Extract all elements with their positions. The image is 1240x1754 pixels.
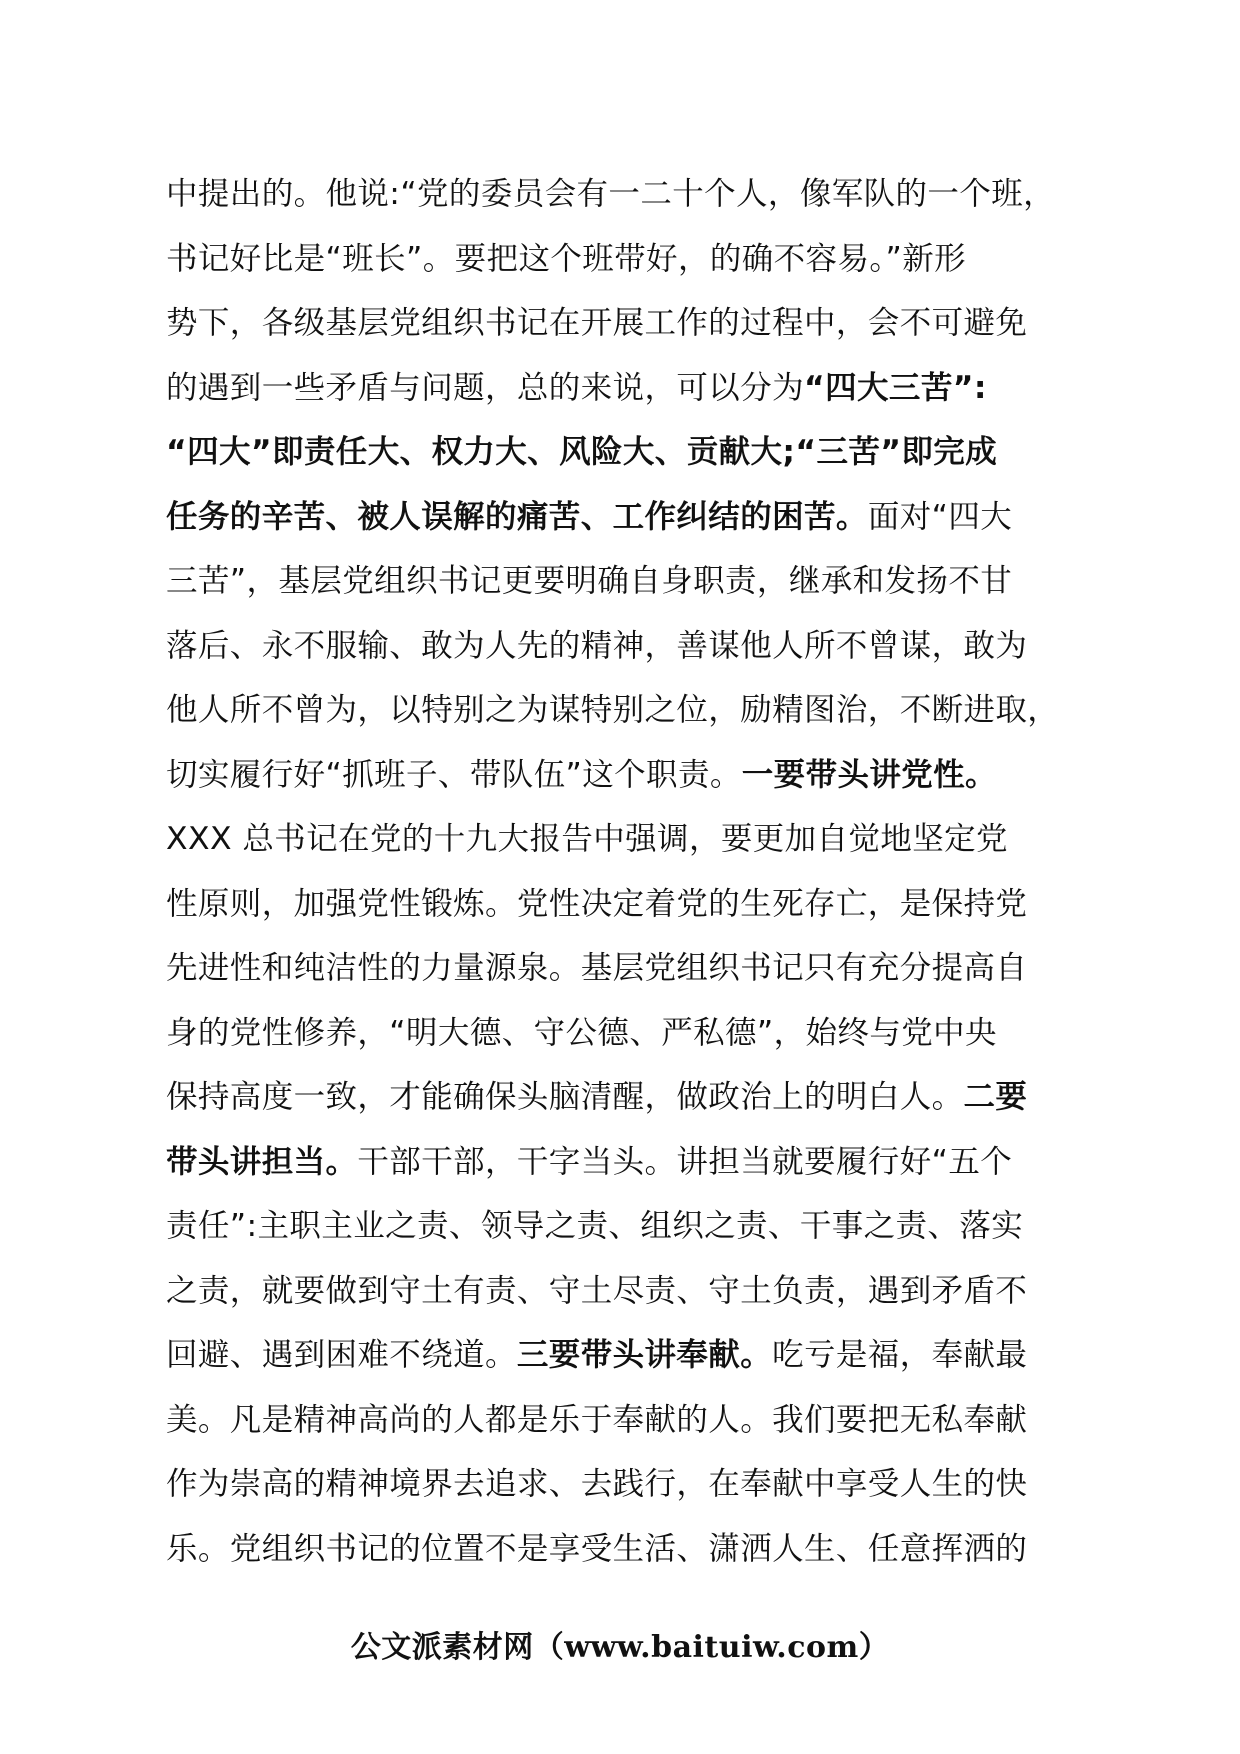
text-segment: 势下，各级基层党组织书记在开展工作的过程中，会不可避免 bbox=[166, 305, 1028, 341]
text-segment: 面对“四大 bbox=[867, 498, 1013, 535]
text-line bbox=[166, 1065, 1086, 1130]
text-segment: 身的党性修养，“明大德、守公德、严私德”，始终与党中央 bbox=[166, 1014, 997, 1051]
text-segment: 落后、永不服输、敢为人先的精神，善谋他人所不曾谋，敢为 bbox=[166, 627, 1028, 664]
text-segment: 书记好比是“班长”。要把这个班带好，的确不容易。”新形 bbox=[166, 240, 967, 277]
footer-watermark: 公文派素材网（www.baituiw.com） bbox=[350, 1630, 890, 1665]
bold-text-segment: “四大”即责任大、权力大、风险大、贡献大;“三苦”即完成 bbox=[166, 434, 998, 470]
text-line bbox=[166, 1452, 1086, 1517]
text-line bbox=[166, 1194, 1086, 1259]
text-line bbox=[166, 872, 1086, 937]
text-line bbox=[166, 614, 1086, 679]
text-segment: 之责，就要做到守土有责、守土尽责、守土负责，遇到矛盾不 bbox=[166, 1272, 1028, 1309]
text-segment: 回避、遇到困难不绕道。 bbox=[166, 1337, 517, 1373]
text-line bbox=[166, 1130, 1086, 1195]
text-line bbox=[166, 1323, 1086, 1388]
text-segment: 作为崇高的精神境界去追求、去践行，在奉献中享受人生的快 bbox=[166, 1466, 1028, 1502]
body-text bbox=[166, 162, 1086, 1581]
bold-text-segment: 任务的辛苦、被人误解的痛苦、工作纠结的困苦。 bbox=[166, 498, 868, 535]
text-line bbox=[166, 162, 1086, 227]
text-line bbox=[166, 936, 1086, 1001]
text-segment: 中提出的。他说:“党的委员会有一二十个人，像军队的一个班， bbox=[166, 176, 1056, 212]
text-segment: 责任”:主职主业之责、领导之责、组织之责、干事之责、落实 bbox=[166, 1208, 1024, 1244]
text-segment: 切实履行好“抓班子、带队伍”这个职责。 bbox=[166, 756, 742, 793]
bold-text-segment: “四大三苦”: bbox=[804, 369, 987, 406]
text-line bbox=[166, 1388, 1086, 1453]
text-line bbox=[166, 1517, 1086, 1582]
text-segment: 吃亏是福，奉献最 bbox=[772, 1337, 1028, 1373]
text-segment: 的遇到一些矛盾与问题，总的来说，可以分为 bbox=[166, 369, 805, 406]
text-line bbox=[166, 420, 1086, 485]
text-line bbox=[166, 291, 1086, 356]
text-segment: 先进性和纯洁性的力量源泉。基层党组织书记只有充分提高自 bbox=[166, 950, 1028, 986]
text-segment: 乐。党组织书记的位置不是享受生活、潇洒人生、任意挥洒的 bbox=[166, 1530, 1028, 1567]
text-line bbox=[166, 356, 1086, 421]
text-line bbox=[166, 549, 1086, 614]
text-segment: XXX 总书记在党的十九大报告中强调，要更加自觉地坚定党 bbox=[166, 821, 1008, 857]
text-segment: 美。凡是精神高尚的人都是乐于奉献的人。我们要把无私奉献 bbox=[166, 1401, 1028, 1438]
text-segment: 性原则，加强党性锻炼。党性决定着党的生死存亡，是保持党 bbox=[166, 885, 1028, 922]
text-line bbox=[166, 1001, 1086, 1066]
bold-text-segment: 二要 bbox=[963, 1079, 1028, 1115]
bold-text-segment: 三要带头讲奉献。 bbox=[516, 1337, 773, 1373]
text-segment: 保持高度一致，才能确保头脑清醒，做政治上的明白人。 bbox=[166, 1079, 964, 1115]
text-line bbox=[166, 807, 1086, 872]
text-line bbox=[166, 678, 1086, 743]
text-line bbox=[166, 485, 1086, 550]
text-segment: 干部干部，干字当头。讲担当就要履行好“五个 bbox=[357, 1143, 1013, 1180]
text-line bbox=[166, 227, 1086, 292]
text-line bbox=[166, 1259, 1086, 1324]
text-segment: 三苦”，基层党组织书记更要明确自身职责，继承和发扬不甘 bbox=[166, 563, 1013, 599]
text-line bbox=[166, 743, 1086, 808]
bold-text-segment: 带头讲担当。 bbox=[166, 1143, 358, 1180]
bold-text-segment: 一要带头讲党性。 bbox=[741, 756, 997, 793]
text-segment: 他人所不曾为，以特别之为谋特别之位，励精图治，不断进取， bbox=[166, 692, 1060, 728]
